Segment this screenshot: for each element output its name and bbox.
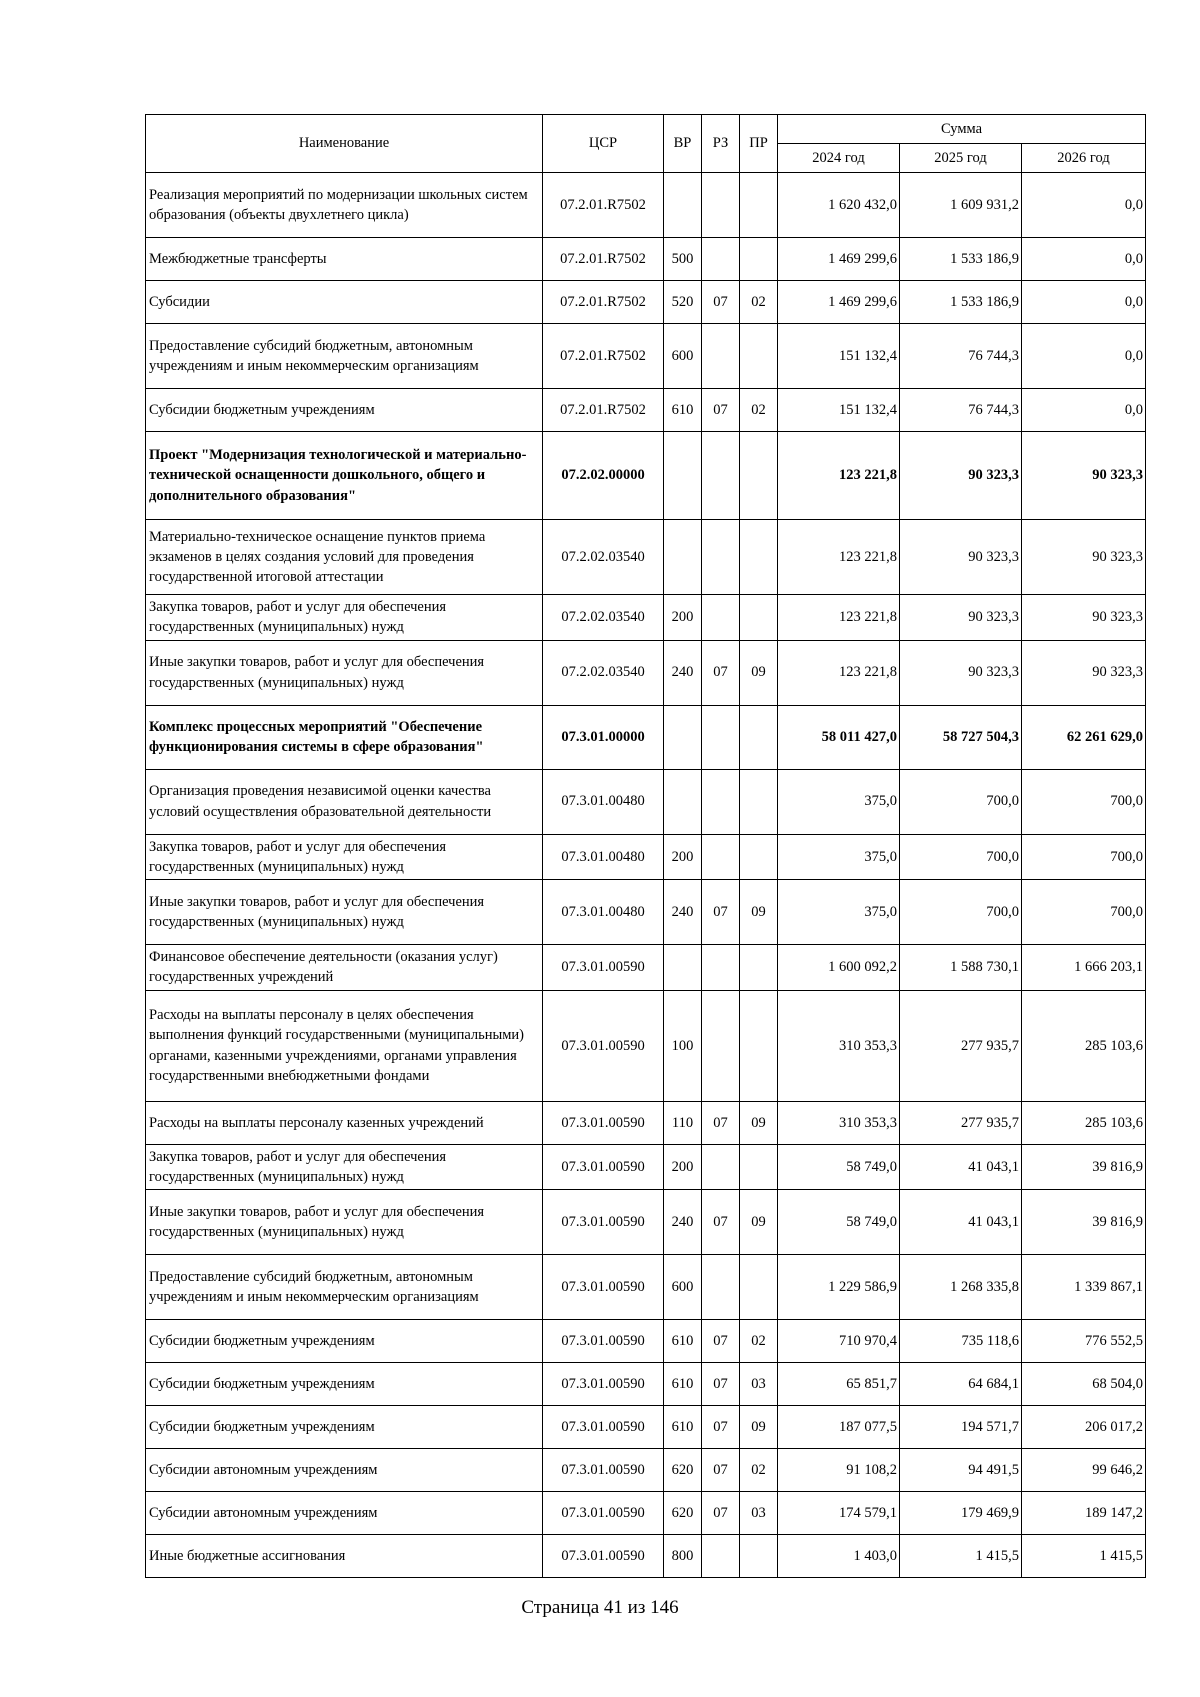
table-row <box>146 238 1146 281</box>
cell-2024: 375,0 <box>778 769 900 834</box>
cell-pr: 09 <box>740 1101 778 1144</box>
cell-csr: 07.2.02.03540 <box>543 640 664 705</box>
header-year-2026: 2026 год <box>1022 144 1146 173</box>
cell-2026: 0,0 <box>1022 281 1146 324</box>
cell-rz <box>702 990 740 1101</box>
header-rz: РЗ <box>702 115 740 173</box>
cell-vr: 620 <box>664 1492 702 1535</box>
cell-2026: 700,0 <box>1022 769 1146 834</box>
cell-csr: 07.2.02.03540 <box>543 520 664 595</box>
cell-csr: 07.3.01.00590 <box>543 1144 664 1190</box>
cell-csr: 07.3.01.00590 <box>543 1449 664 1492</box>
cell-2026: 90 323,3 <box>1022 520 1146 595</box>
cell-rz <box>702 945 740 991</box>
cell-pr: 03 <box>740 1363 778 1406</box>
header-name: Наименование <box>146 115 543 173</box>
cell-vr <box>664 173 702 238</box>
cell-pr <box>740 1144 778 1190</box>
cell-2025: 64 684,1 <box>900 1363 1022 1406</box>
cell-2024: 58 749,0 <box>778 1190 900 1255</box>
cell-csr: 07.3.01.00590 <box>543 945 664 991</box>
cell-vr: 610 <box>664 1363 702 1406</box>
cell-rz: 07 <box>702 1101 740 1144</box>
table-row <box>146 990 1146 1101</box>
table-row <box>146 1190 1146 1255</box>
cell-rz <box>702 705 740 769</box>
cell-csr: 07.3.01.00480 <box>543 834 664 880</box>
cell-name: Предоставление субсидий бюджетным, автономным учреждениям и иным некоммерческим организациям <box>146 324 543 389</box>
cell-pr <box>740 432 778 520</box>
cell-name: Расходы на выплаты персоналу в целях обеспечения выполнения функций государственными (муниципальными) органами, казенными учреждениями, органами управления государственными внебюджетными фондами <box>146 990 543 1101</box>
cell-csr: 07.3.01.00590 <box>543 1190 664 1255</box>
cell-rz <box>702 595 740 641</box>
cell-csr: 07.3.01.00590 <box>543 1363 664 1406</box>
cell-name: Субсидии автономным учреждениям <box>146 1449 543 1492</box>
cell-2024: 1 600 092,2 <box>778 945 900 991</box>
cell-2026: 1 666 203,1 <box>1022 945 1146 991</box>
cell-csr: 07.3.01.00590 <box>543 1255 664 1320</box>
cell-2024: 375,0 <box>778 880 900 945</box>
cell-2026: 90 323,3 <box>1022 595 1146 641</box>
cell-2024: 151 132,4 <box>778 389 900 432</box>
cell-name: Субсидии <box>146 281 543 324</box>
header-year-2024: 2024 год <box>778 144 900 173</box>
cell-rz: 07 <box>702 281 740 324</box>
cell-rz: 07 <box>702 1492 740 1535</box>
cell-2026: 68 504,0 <box>1022 1363 1146 1406</box>
cell-rz <box>702 1144 740 1190</box>
table-row <box>146 945 1146 991</box>
cell-vr <box>664 520 702 595</box>
cell-pr <box>740 595 778 641</box>
cell-2026: 0,0 <box>1022 173 1146 238</box>
cell-pr: 09 <box>740 640 778 705</box>
header-row-top <box>146 115 1146 144</box>
cell-name: Субсидии бюджетным учреждениям <box>146 1406 543 1449</box>
cell-2025: 1 533 186,9 <box>900 281 1022 324</box>
cell-csr: 07.3.01.00480 <box>543 880 664 945</box>
cell-2024: 310 353,3 <box>778 1101 900 1144</box>
cell-vr: 240 <box>664 640 702 705</box>
cell-2025: 1 268 335,8 <box>900 1255 1022 1320</box>
table-row <box>146 432 1146 520</box>
cell-2026: 0,0 <box>1022 389 1146 432</box>
cell-rz: 07 <box>702 640 740 705</box>
cell-pr: 02 <box>740 1449 778 1492</box>
cell-2024: 1 469 299,6 <box>778 238 900 281</box>
cell-csr: 07.2.01.R7502 <box>543 389 664 432</box>
cell-pr <box>740 834 778 880</box>
cell-pr: 09 <box>740 880 778 945</box>
cell-rz: 07 <box>702 880 740 945</box>
cell-pr <box>740 238 778 281</box>
cell-2024: 1 403,0 <box>778 1535 900 1578</box>
cell-2025: 90 323,3 <box>900 432 1022 520</box>
header-vr: ВР <box>664 115 702 173</box>
cell-rz: 07 <box>702 389 740 432</box>
cell-2026: 99 646,2 <box>1022 1449 1146 1492</box>
cell-2025: 76 744,3 <box>900 389 1022 432</box>
cell-2024: 187 077,5 <box>778 1406 900 1449</box>
cell-pr: 03 <box>740 1492 778 1535</box>
table-row <box>146 1144 1146 1190</box>
cell-2025: 58 727 504,3 <box>900 705 1022 769</box>
cell-rz <box>702 173 740 238</box>
cell-csr: 07.2.01.R7502 <box>543 173 664 238</box>
cell-vr: 110 <box>664 1101 702 1144</box>
cell-2024: 58 011 427,0 <box>778 705 900 769</box>
cell-2025: 179 469,9 <box>900 1492 1022 1535</box>
table-row <box>146 595 1146 641</box>
cell-2025: 1 415,5 <box>900 1535 1022 1578</box>
cell-name: Субсидии автономным учреждениям <box>146 1492 543 1535</box>
cell-pr <box>740 520 778 595</box>
cell-rz <box>702 1535 740 1578</box>
cell-pr: 09 <box>740 1406 778 1449</box>
table-row <box>146 1320 1146 1363</box>
cell-2026: 1 339 867,1 <box>1022 1255 1146 1320</box>
cell-2026: 700,0 <box>1022 880 1146 945</box>
cell-csr: 07.2.01.R7502 <box>543 281 664 324</box>
cell-csr: 07.3.01.00590 <box>543 1320 664 1363</box>
table-row <box>146 1406 1146 1449</box>
cell-rz <box>702 769 740 834</box>
cell-2026: 1 415,5 <box>1022 1535 1146 1578</box>
cell-2026: 206 017,2 <box>1022 1406 1146 1449</box>
cell-rz: 07 <box>702 1449 740 1492</box>
cell-2026: 0,0 <box>1022 238 1146 281</box>
cell-vr <box>664 705 702 769</box>
cell-rz: 07 <box>702 1190 740 1255</box>
cell-csr: 07.2.01.R7502 <box>543 238 664 281</box>
cell-csr: 07.3.01.00590 <box>543 1492 664 1535</box>
cell-2025: 277 935,7 <box>900 990 1022 1101</box>
table-row <box>146 880 1146 945</box>
cell-name: Комплекс процессных мероприятий "Обеспечение функционирования системы в сфере образования" <box>146 705 543 769</box>
table-row <box>146 520 1146 595</box>
header-sum: Сумма <box>778 115 1146 144</box>
cell-name: Субсидии бюджетным учреждениям <box>146 389 543 432</box>
cell-name: Расходы на выплаты персоналу казенных учреждений <box>146 1101 543 1144</box>
cell-2026: 39 816,9 <box>1022 1190 1146 1255</box>
cell-vr <box>664 945 702 991</box>
cell-2025: 94 491,5 <box>900 1449 1022 1492</box>
cell-vr: 200 <box>664 1144 702 1190</box>
table-row <box>146 1492 1146 1535</box>
cell-2024: 310 353,3 <box>778 990 900 1101</box>
cell-csr: 07.2.02.03540 <box>543 595 664 641</box>
cell-2025: 76 744,3 <box>900 324 1022 389</box>
cell-pr <box>740 945 778 991</box>
cell-2026: 90 323,3 <box>1022 640 1146 705</box>
cell-2024: 123 221,8 <box>778 640 900 705</box>
cell-2024: 710 970,4 <box>778 1320 900 1363</box>
cell-vr: 610 <box>664 1320 702 1363</box>
cell-2025: 90 323,3 <box>900 520 1022 595</box>
cell-rz <box>702 520 740 595</box>
cell-vr: 500 <box>664 238 702 281</box>
cell-csr: 07.3.01.00000 <box>543 705 664 769</box>
cell-2024: 375,0 <box>778 834 900 880</box>
cell-csr: 07.3.01.00590 <box>543 1406 664 1449</box>
cell-pr: 09 <box>740 1190 778 1255</box>
cell-2024: 151 132,4 <box>778 324 900 389</box>
cell-vr: 240 <box>664 1190 702 1255</box>
cell-2024: 65 851,7 <box>778 1363 900 1406</box>
cell-2025: 1 588 730,1 <box>900 945 1022 991</box>
cell-pr <box>740 1255 778 1320</box>
table-row <box>146 769 1146 834</box>
table-row <box>146 1255 1146 1320</box>
cell-2024: 1 469 299,6 <box>778 281 900 324</box>
cell-pr: 02 <box>740 281 778 324</box>
cell-2025: 700,0 <box>900 834 1022 880</box>
cell-vr: 520 <box>664 281 702 324</box>
cell-vr: 600 <box>664 324 702 389</box>
cell-pr: 02 <box>740 1320 778 1363</box>
cell-pr <box>740 324 778 389</box>
cell-csr: 07.3.01.00590 <box>543 1101 664 1144</box>
cell-csr: 07.3.01.00480 <box>543 769 664 834</box>
cell-name: Закупка товаров, работ и услуг для обеспечения государственных (муниципальных) нужд <box>146 595 543 641</box>
header-year-2025: 2025 год <box>900 144 1022 173</box>
budget-table <box>145 114 1146 1578</box>
table-row <box>146 1101 1146 1144</box>
cell-csr: 07.2.01.R7502 <box>543 324 664 389</box>
cell-name: Иные закупки товаров, работ и услуг для обеспечения государственных (муниципальных) нужд <box>146 640 543 705</box>
cell-name: Субсидии бюджетным учреждениям <box>146 1320 543 1363</box>
cell-2025: 41 043,1 <box>900 1190 1022 1255</box>
cell-vr: 100 <box>664 990 702 1101</box>
header-csr: ЦСР <box>543 115 664 173</box>
cell-2026: 0,0 <box>1022 324 1146 389</box>
cell-pr <box>740 173 778 238</box>
table-row <box>146 389 1146 432</box>
table-row <box>146 834 1146 880</box>
cell-vr: 800 <box>664 1535 702 1578</box>
cell-2026: 189 147,2 <box>1022 1492 1146 1535</box>
cell-2025: 194 571,7 <box>900 1406 1022 1449</box>
cell-2024: 174 579,1 <box>778 1492 900 1535</box>
cell-pr <box>740 990 778 1101</box>
cell-name: Иные бюджетные ассигнования <box>146 1535 543 1578</box>
cell-2024: 123 221,8 <box>778 595 900 641</box>
cell-2026: 39 816,9 <box>1022 1144 1146 1190</box>
cell-vr <box>664 769 702 834</box>
page-number: Страница 41 из 146 <box>521 1597 679 1618</box>
cell-2025: 90 323,3 <box>900 595 1022 641</box>
cell-2025: 700,0 <box>900 880 1022 945</box>
cell-rz <box>702 834 740 880</box>
cell-pr <box>740 769 778 834</box>
cell-csr: 07.2.02.00000 <box>543 432 664 520</box>
table-row <box>146 281 1146 324</box>
cell-name: Иные закупки товаров, работ и услуг для обеспечения государственных (муниципальных) нужд <box>146 1190 543 1255</box>
cell-rz: 07 <box>702 1363 740 1406</box>
cell-name: Иные закупки товаров, работ и услуг для обеспечения государственных (муниципальных) нужд <box>146 880 543 945</box>
cell-2026: 90 323,3 <box>1022 432 1146 520</box>
cell-name: Закупка товаров, работ и услуг для обеспечения государственных (муниципальных) нужд <box>146 834 543 880</box>
cell-pr: 02 <box>740 389 778 432</box>
cell-vr: 610 <box>664 389 702 432</box>
cell-vr <box>664 432 702 520</box>
cell-2025: 277 935,7 <box>900 1101 1022 1144</box>
cell-csr: 07.3.01.00590 <box>543 990 664 1101</box>
cell-2025: 700,0 <box>900 769 1022 834</box>
cell-2025: 735 118,6 <box>900 1320 1022 1363</box>
table-row <box>146 640 1146 705</box>
cell-2025: 1 533 186,9 <box>900 238 1022 281</box>
cell-2026: 62 261 629,0 <box>1022 705 1146 769</box>
table-row <box>146 324 1146 389</box>
cell-name: Субсидии бюджетным учреждениям <box>146 1363 543 1406</box>
table-row <box>146 1449 1146 1492</box>
cell-vr: 200 <box>664 595 702 641</box>
table-row <box>146 1363 1146 1406</box>
cell-2024: 123 221,8 <box>778 520 900 595</box>
cell-vr: 620 <box>664 1449 702 1492</box>
cell-2025: 1 609 931,2 <box>900 173 1022 238</box>
table-row <box>146 705 1146 769</box>
cell-2025: 41 043,1 <box>900 1144 1022 1190</box>
cell-2026: 700,0 <box>1022 834 1146 880</box>
cell-vr: 600 <box>664 1255 702 1320</box>
cell-rz: 07 <box>702 1406 740 1449</box>
cell-pr <box>740 705 778 769</box>
cell-rz <box>702 238 740 281</box>
cell-name: Финансовое обеспечение деятельности (оказания услуг) государственных учреждений <box>146 945 543 991</box>
cell-name: Закупка товаров, работ и услуг для обеспечения государственных (муниципальных) нужд <box>146 1144 543 1190</box>
cell-rz <box>702 324 740 389</box>
cell-name: Предоставление субсидий бюджетным, автономным учреждениям и иным некоммерческим организациям <box>146 1255 543 1320</box>
table-row <box>146 1535 1146 1578</box>
cell-vr: 200 <box>664 834 702 880</box>
cell-2026: 776 552,5 <box>1022 1320 1146 1363</box>
cell-2026: 285 103,6 <box>1022 990 1146 1101</box>
cell-2024: 123 221,8 <box>778 432 900 520</box>
cell-csr: 07.3.01.00590 <box>543 1535 664 1578</box>
cell-rz <box>702 432 740 520</box>
header-pr: ПР <box>740 115 778 173</box>
cell-rz: 07 <box>702 1320 740 1363</box>
cell-name: Материально-техническое оснащение пунктов приема экзаменов в целях создания условий для проведения государственной итоговой аттестации <box>146 520 543 595</box>
cell-rz <box>702 1255 740 1320</box>
cell-2024: 91 108,2 <box>778 1449 900 1492</box>
table-row <box>146 173 1146 238</box>
cell-name: Проект "Модернизация технологической и материально-технической оснащенности дошкольного, общего и дополнительного образования" <box>146 432 543 520</box>
cell-2024: 1 229 586,9 <box>778 1255 900 1320</box>
cell-2026: 285 103,6 <box>1022 1101 1146 1144</box>
cell-name: Организация проведения независимой оценки качества условий осуществления образовательной деятельности <box>146 769 543 834</box>
table-body <box>146 173 1146 1578</box>
cell-vr: 240 <box>664 880 702 945</box>
cell-name: Реализация мероприятий по модернизации школьных систем образования (объекты двухлетнего цикла) <box>146 173 543 238</box>
cell-2024: 58 749,0 <box>778 1144 900 1190</box>
cell-2025: 90 323,3 <box>900 640 1022 705</box>
cell-2024: 1 620 432,0 <box>778 173 900 238</box>
cell-vr: 610 <box>664 1406 702 1449</box>
cell-pr <box>740 1535 778 1578</box>
cell-name: Межбюджетные трансферты <box>146 238 543 281</box>
